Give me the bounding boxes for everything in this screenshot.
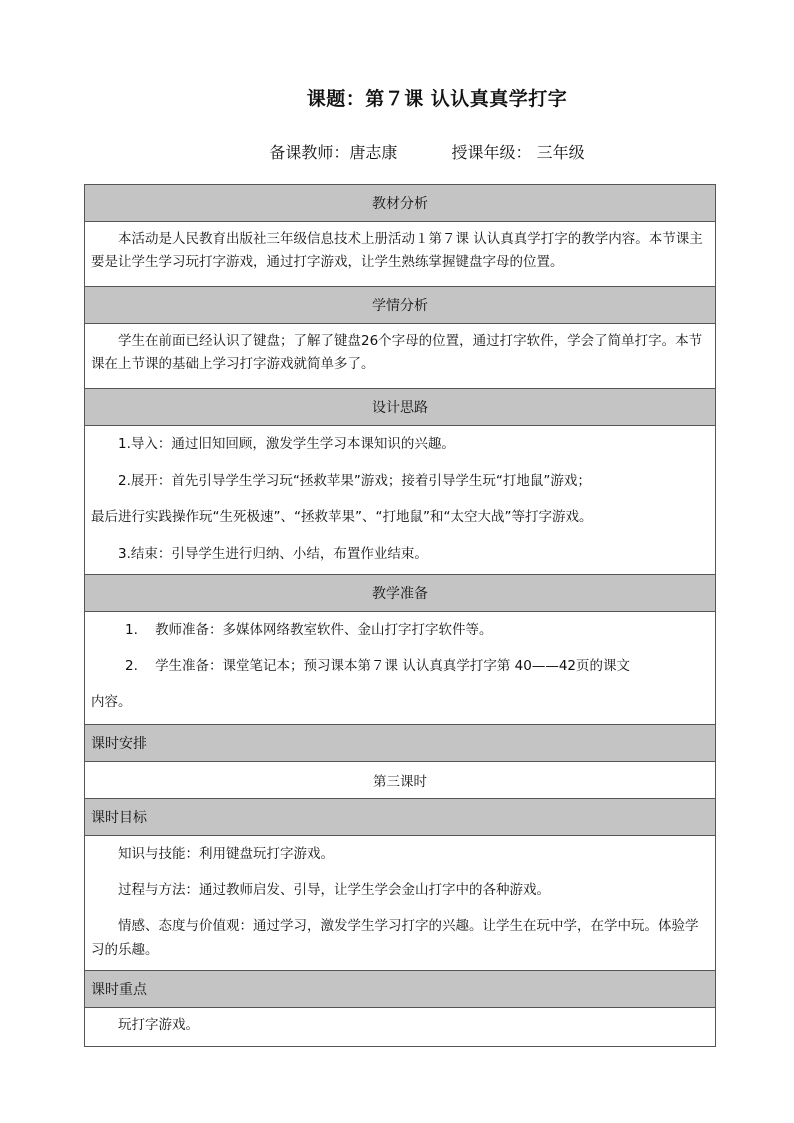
document-title: 课题：第７课 认认真真学打字 (306, 88, 568, 110)
design-item-2b: 最后进行实践操作玩“生死极速”、“拯救苹果”、“打地鼠”和“太空大战”等打字游戏。 (91, 509, 593, 525)
section-body-textbook (85, 222, 716, 287)
section-header-goals: 课时目标 (85, 799, 716, 836)
goal-item-1: 知识与技能：利用键盘玩打字游戏。 (118, 846, 334, 862)
design-item-1: 1.导入：通过旧知回顾，激发学生学习本课知识的兴趣。 (118, 436, 455, 452)
lesson-plan-table (84, 184, 716, 1047)
prep-item-1 (91, 618, 709, 642)
teacher-grade-line (0, 140, 794, 163)
section-body-design (85, 426, 716, 575)
section-header-textbook: 教材分析 (85, 185, 716, 222)
section-body-students (85, 324, 716, 389)
teacher-label: 备课教师：唐志康 (269, 143, 398, 162)
prep-item-2-text: 学生准备：课堂笔记本；预习课本第７课 认认真真学打字第 40——42页的课文 (155, 658, 631, 674)
students-text: 学生在前面已经认识了键盘；了解了键盘26个字母的位置，通过打字软件，学会了简单打字。本节课在上节课的基础上学习打字游戏就简单多了。 (91, 333, 703, 372)
goal-item-2: 过程与方法：通过教师启发、引导，让学生学会金山打字中的各种游戏。 (118, 882, 550, 898)
prep-item-1-text: 教师准备：多媒体网络教室软件、金山打字打字软件等。 (155, 622, 493, 638)
focus-text: 玩打字游戏。 (118, 1017, 199, 1033)
section-header-schedule: 课时安排 (85, 725, 716, 762)
section-body-prep (85, 612, 716, 725)
design-item-2: 2.展开：首先引导学生学习玩“拯救苹果”游戏；接着引导学生玩“打地鼠”游戏； (118, 473, 591, 489)
prep-item-2b: 内容。 (91, 694, 132, 710)
section-header-design: 设计思路 (85, 389, 716, 426)
grade-label: 授课年级： 三年级 (451, 143, 585, 162)
schedule-content: 第三课时 (85, 762, 716, 799)
goal-item-3: 情感、态度与价值观：通过学习，激发学生学习打字的兴趣。让学生在玩中学，在学中玩。体验学习的乐趣。 (91, 918, 699, 958)
section-body-focus (85, 1008, 716, 1047)
section-header-students: 学情分析 (85, 287, 716, 324)
prep-item-2-number: 2. (125, 658, 138, 674)
prep-item-2 (91, 654, 709, 678)
section-header-prep: 教学准备 (85, 575, 716, 612)
textbook-text: 本活动是人民教育出版社三年级信息技术上册活动１第７课 认认真真学打字的教学内容。本节课主要是让学生学习玩打字游戏，通过打字游戏，让学生熟练掌握键盘字母的位置。 (91, 231, 703, 270)
design-item-3: 3.结束：引导学生进行归纳、小结，布置作业结束。 (118, 546, 428, 562)
prep-item-1-number: 1. (125, 622, 138, 638)
section-body-goals (85, 836, 716, 971)
section-header-focus: 课时重点 (85, 971, 716, 1008)
